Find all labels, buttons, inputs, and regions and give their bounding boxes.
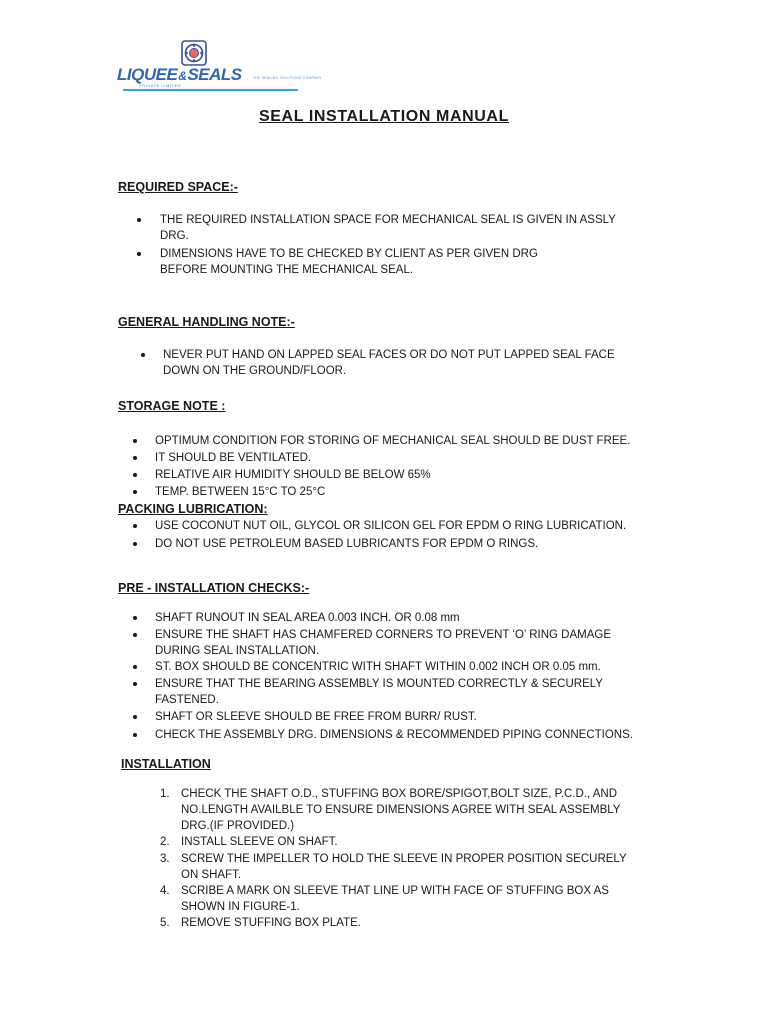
list-number: 2. [160,836,170,848]
list-item-continuation: DRG. [160,230,189,242]
list-item: DIMENSIONS HAVE TO BE CHECKED BY CLIENT AS PER GIVEN DRG [160,248,538,260]
list-item: IT SHOULD BE VENTILATED. [155,452,312,464]
bullet-icon [137,252,141,256]
seal-badge-icon [181,40,207,66]
logo-underline [123,89,298,91]
bullet-icon [133,682,137,686]
numbered-item-continuation: DRG.(IF PROVIDED.) [181,820,295,832]
list-item: SHAFT OR SLEEVE SHOULD BE FREE FROM BURR/ RUST. [155,711,477,723]
bullet-icon [133,490,137,494]
list-item: OPTIMUM CONDITION FOR STORING OF MECHANICAL SEAL SHOULD BE DUST FREE. [155,435,631,447]
bullet-icon [133,456,137,460]
list-item: DO NOT USE PETROLEUM BASED LUBRICANTS FOR EPDM O RINGS. [155,538,539,550]
numbered-item-continuation: NO.LENGTH AVAILBLE TO ENSURE DIMENSIONS AGREE WITH SEAL ASSEMBLY [181,804,621,816]
list-item: RELATIVE AIR HUMIDITY SHOULD BE BELOW 65% [155,469,431,481]
section-heading-required-space: REQUIRED SPACE:- [118,180,238,194]
section-heading-packing-lubrication: PACKING LUBRICATION: [118,502,268,516]
list-item: CHECK THE ASSEMBLY DRG. DIMENSIONS & RECOMMENDED PIPING CONNECTIONS. [155,729,633,741]
document-title: SEAL INSTALLATION MANUAL [259,108,509,125]
section-heading-general-handling: GENERAL HANDLING NOTE:- [118,315,295,329]
section-heading-storage: STORAGE NOTE : [118,399,226,413]
section-heading-installation: INSTALLATION [121,757,211,771]
logo-tagline: THE SEALING SOLUTIONS COMPANY [253,76,322,80]
numbered-item: SCREW THE IMPELLER TO HOLD THE SLEEVE IN PROPER POSITION SECURELY [181,853,627,865]
list-item-continuation: FASTENED. [155,694,219,706]
list-item: ST. BOX SHOULD BE CONCENTRIC WITH SHAFT WITHIN 0.002 INCH OR 0.05 mm. [155,661,601,673]
list-number: 5. [160,917,170,929]
list-item: ENSURE THE SHAFT HAS CHAMFERED CORNERS TO PREVENT ‘O’ RING DAMAGE [155,629,612,641]
list-number: 4. [160,885,170,897]
bullet-icon [133,733,137,737]
list-item-continuation: DOWN ON THE GROUND/FLOOR. [163,365,347,377]
bullet-icon [133,665,137,669]
list-item: ENSURE THAT THE BEARING ASSEMBLY IS MOUNTED CORRECTLY & SECURELY [155,678,603,690]
section-heading-pre-installation: PRE - INSTALLATION CHECKS:- [118,581,310,595]
bullet-icon [133,715,137,719]
logo-wordmark: LIQUEE&SEALS [117,65,242,84]
list-item-continuation: DURING SEAL INSTALLATION. [155,645,320,657]
list-number: 3. [160,853,170,865]
bullet-icon [133,633,137,637]
bullet-icon [133,473,137,477]
list-item: USE COCONUT NUT OIL, GLYCOL OR SILICON GEL FOR EPDM O RING LUBRICATION. [155,520,627,532]
logo-subtitle: PRIVATE LIMITED [139,83,182,88]
bullet-icon [133,616,137,620]
list-item: TEMP. BETWEEN 15°C TO 25°C [155,486,326,498]
bullet-icon [133,542,137,546]
list-item-continuation: BEFORE MOUNTING THE MECHANICAL SEAL. [160,264,414,276]
bullet-icon [133,524,137,528]
bullet-icon [137,218,141,222]
list-item: THE REQUIRED INSTALLATION SPACE FOR MECHANICAL SEAL IS GIVEN IN ASSLY [160,214,616,226]
company-logo [117,40,322,92]
numbered-item: INSTALL SLEEVE ON SHAFT. [181,836,338,848]
numbered-item: SCRIBE A MARK ON SLEEVE THAT LINE UP WITH FACE OF STUFFING BOX AS [181,885,609,897]
bullet-icon [133,439,137,443]
bullet-icon [141,353,145,357]
list-number: 1. [160,788,170,800]
numbered-item-continuation: ON SHAFT. [181,869,242,881]
list-item: SHAFT RUNOUT IN SEAL AREA 0.003 INCH. OR 0.08 mm [155,612,460,624]
numbered-item: REMOVE STUFFING BOX PLATE. [181,917,361,929]
list-item: NEVER PUT HAND ON LAPPED SEAL FACES OR DO NOT PUT LAPPED SEAL FACE [163,349,615,361]
numbered-item-continuation: SHOWN IN FIGURE-1. [181,901,300,913]
numbered-item: CHECK THE SHAFT O.D., STUFFING BOX BORE/SPIGOT,BOLT SIZE, P.C.D., AND [181,788,618,800]
